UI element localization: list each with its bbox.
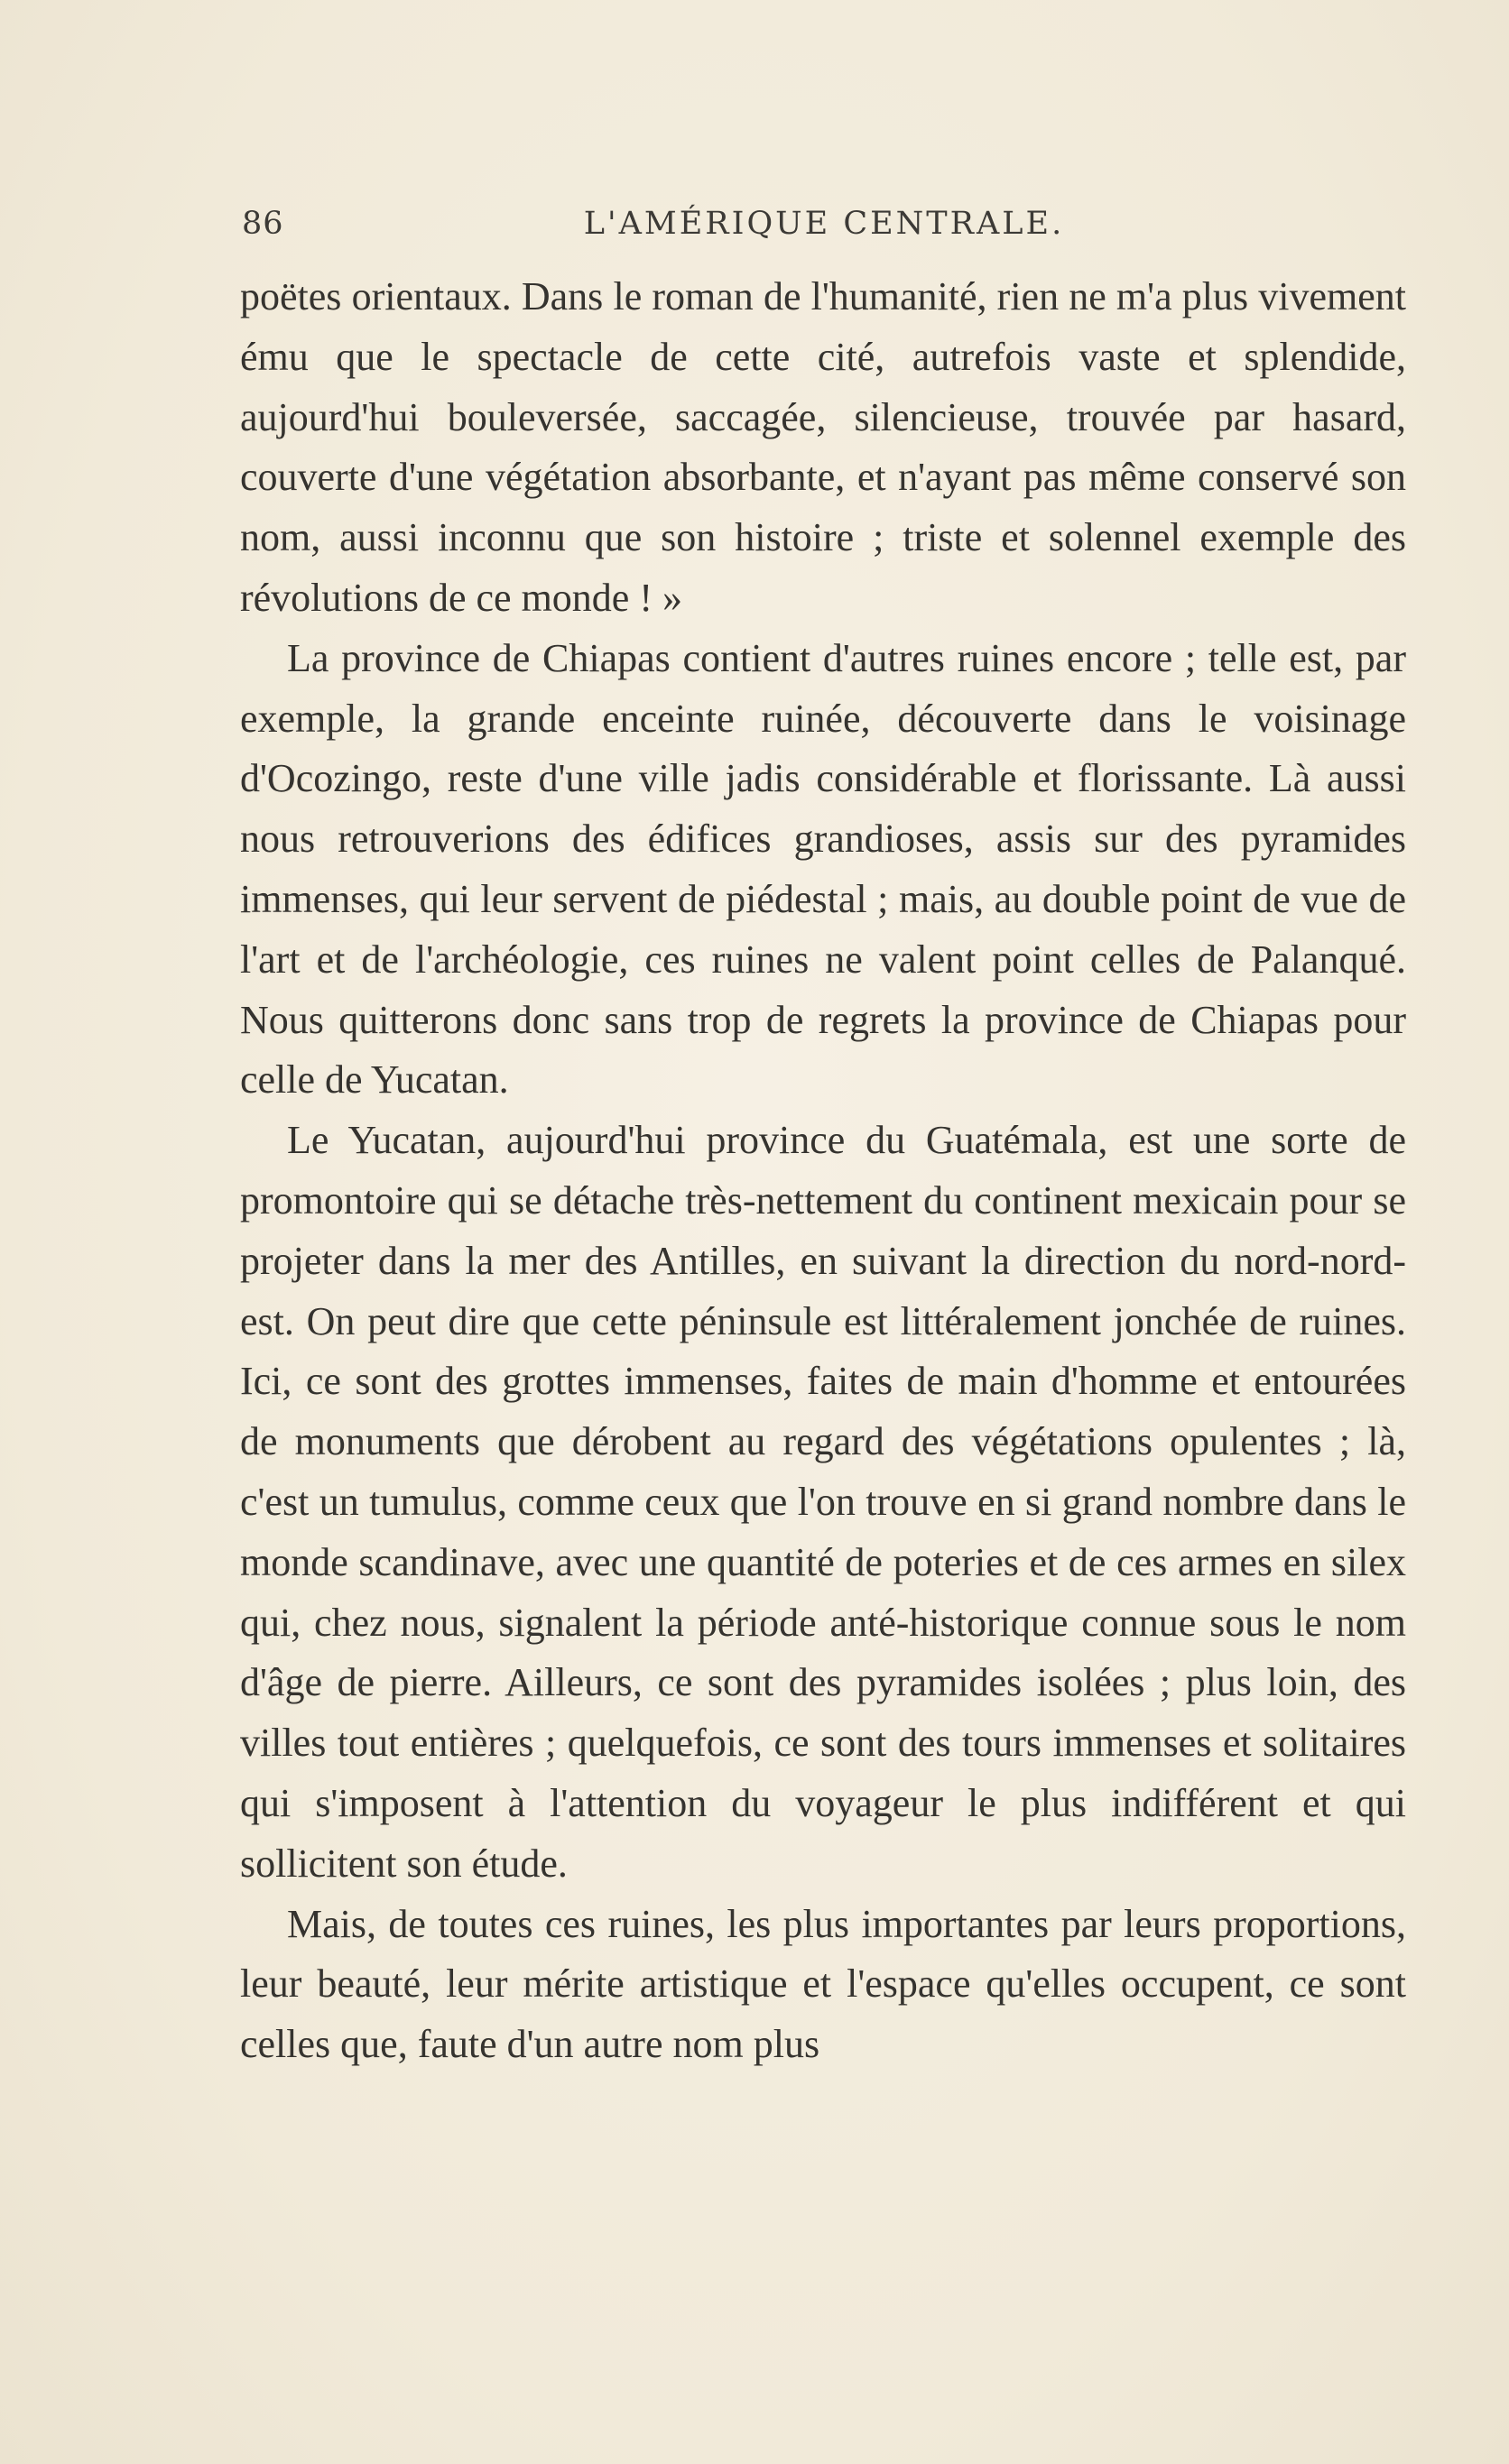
paragraph-3: Le Yucatan, aujourd'hui province du Guatémala, est une sorte de promontoire qui se détache très-nettement du continent mexicain pour se projeter dans la mer des Antilles, en suivant la direction du nord-nord-est. On peut dire que cette péninsule est littéralement jonchée de ruines. Ici, ce sont des grottes immenses, faites de main d'homme et entourées de monuments que dérobent au regard des végétations opulentes ; là, c'est un tumulus, comme ceux que l'on trouve en si grand nombre dans le monde scandinave, avec une quantité de poteries et de ces armes en silex qui, chez nous, signalent la période anté-historique connue sous le nom d'âge de pierre. Ailleurs, ce sont des pyramides isolées ; plus loin, des villes tout entières ; quelquefois, ce sont des tours immenses et solitaires qui s'imposent à l'attention du voyageur le plus indifférent et qui sollicitent son étude. <box>240 1118 1406 1886</box>
running-title: L'AMÉRIQUE CENTRALE. <box>583 206 1065 242</box>
page-header <box>242 206 1406 251</box>
paragraph-2: La province de Chiapas contient d'autres ruines encore ; telle est, par exemple, la grande enceinte ruinée, découverte dans le voisinage d'Ocozingo, reste d'une ville jadis considérable et florissante. Là aussi nous retrouverions des édifices grandioses, assis sur des pyramides immenses, qui leur servent de piédestal ; mais, au double point de vue de l'art et de l'archéologie, ces ruines ne valent point celles de Palanqué. Nous quitterons donc sans trop de regrets la province de Chiapas pour celle de Yucatan. <box>240 635 1406 1103</box>
body-text <box>240 267 1406 2075</box>
paragraph-4: Mais, de toutes ces ruines, les plus importantes par leurs proportions, leur beauté, leur mérite artistique et l'espace qu'elles occupent, ce sont celles que, faute d'un autre nom plus <box>240 1901 1406 2067</box>
paragraph-1: poëtes orientaux. Dans le roman de l'humanité, rien ne m'a plus vivement ému que le spectacle de cette cité, autrefois vaste et splendide, aujourd'hui bouleversée, saccagée, silencieuse, trouvée par hasard, couverte d'une végétation absorbante, et n'ayant pas même conservé son nom, aussi inconnu que son histoire ; triste et solennel exemple des révolutions de ce monde ! » <box>240 274 1406 620</box>
page-number: 86 <box>242 206 284 242</box>
